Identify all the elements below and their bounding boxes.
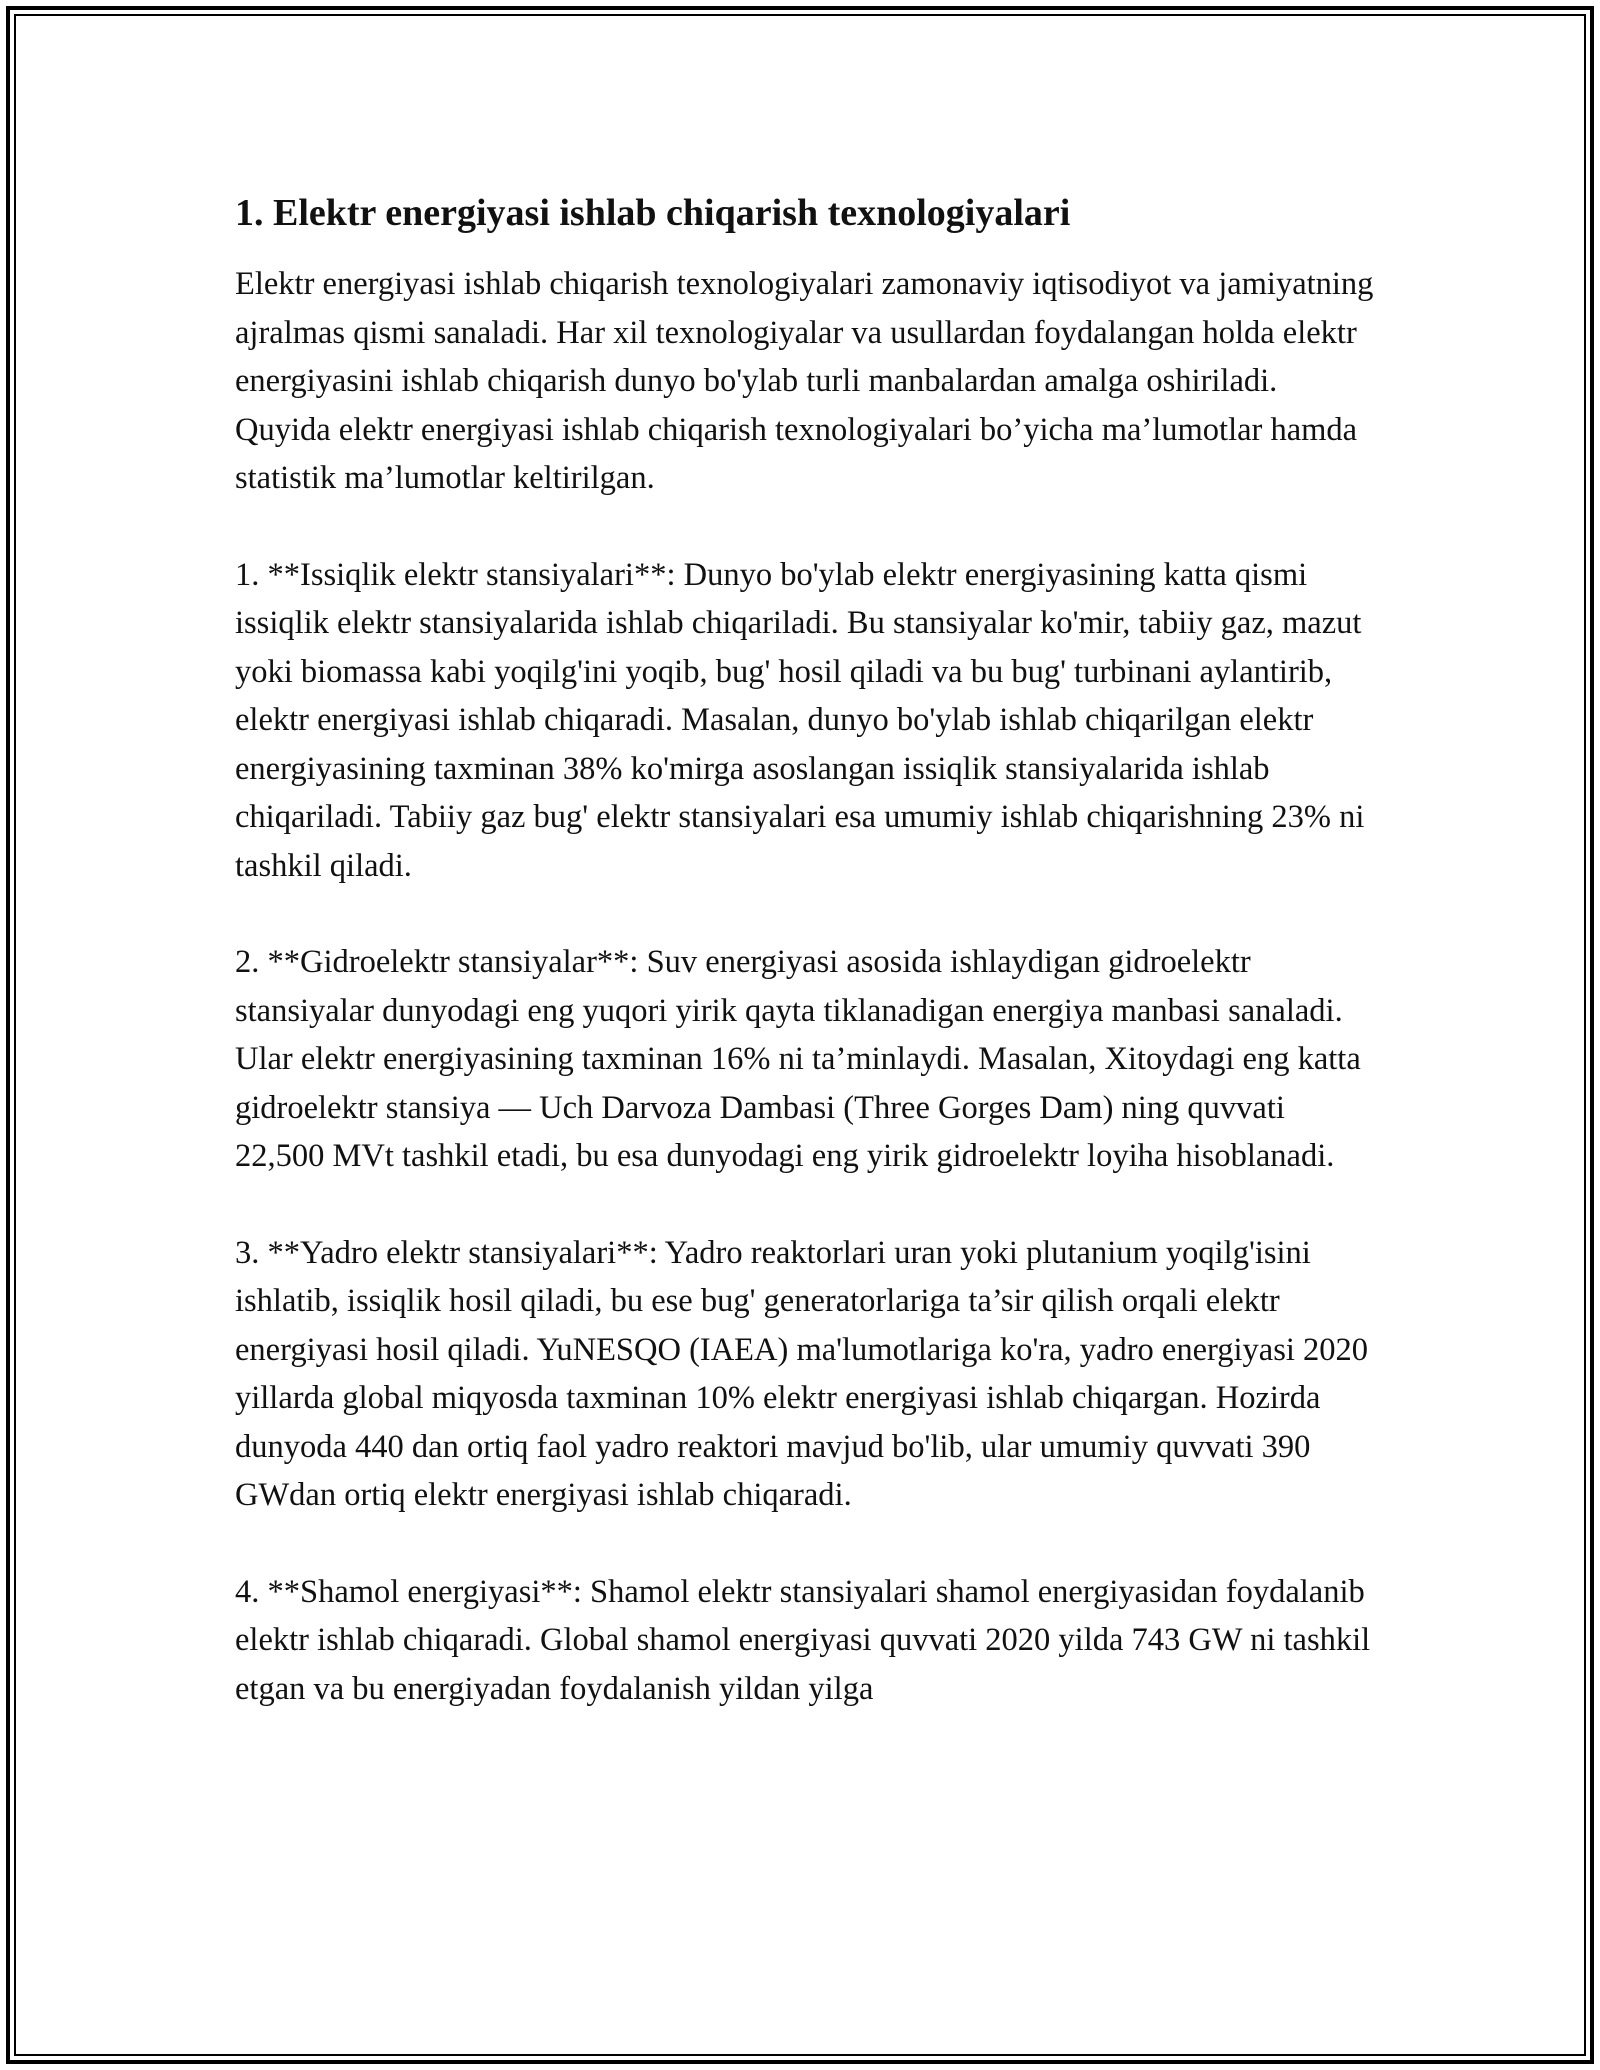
paragraph-nuclear-power-plants: 3. **Yadro elektr stansiyalari**: Yadro reaktorlari uran yoki plutanium yoqilg'isini ishlatib, issiqlik hosil qiladi, bu ese bug' generatorlariga ta’sir qilish orqali elektr energiyasi hosil qiladi. YuNESQO (IAEA) ma'lumotlariga ko'ra, yadro energiyasi 2020 yillarda global miqyosda taxminan 10% elektr energiyasi ishlab chiqargan. Hozirda dunyoda 440 dan ortiq faol yadro reaktori mavjud bo'lib, ular umumiy quvvati 390 GWdan ortiq elektr energiyasi ishlab chiqaradi. bbox=[235, 1234, 1369, 1513]
paragraph-hydroelectric-plants: 2. **Gidroelektr stansiyalar**: Suv energiyasi asosida ishlaydigan gidroelektr stansiyalar dunyodagi eng yuqori yirik qayta tiklanadigan energiya manbasi sanaladi. Ular elektr energiyasining taxminan 16% ni ta’minlaydi. Masalan, Xitoydagi eng katta gidroelektr stansiya — Uch Darvoza Dambasi (Three Gorges Dam) ning quvvati 22,500 MVt tashkil etadi, bu esa dunyodagi eng yirik gidroelektr loyiha hisoblanadi. bbox=[235, 944, 1361, 1174]
document-body bbox=[235, 188, 1375, 1761]
paragraph-wind-energy: 4. **Shamol energiyasi**: Shamol elektr stansiyalari shamol energiyasidan foydalanib elektr ishlab chiqaradi. Global shamol energiyasi quvvati 2020 yilda 743 GW ni tashkil etgan va bu energiyadan foydalanish yildan yilga bbox=[235, 1573, 1371, 1707]
intro-paragraph: Elektr energiyasi ishlab chiqarish texnologiyalari zamonaviy iqtisodiyot va jamiyatning ajralmas qismi sanaladi. Har xil texnologiyalar va usullardan foydalangan holda elektr energiyasini ishlab chiqarish dunyo bo'ylab turli manbalardan amalga oshiriladi. Quyida elektr energiyasi ishlab chiqarish texnologiyalari bo’yicha ma’lumotlar hamda statistik ma’lumotlar keltirilgan. bbox=[235, 266, 1374, 496]
paragraph-thermal-power-plants: 1. **Issiqlik elektr stansiyalari**: Dunyo bo'ylab elektr energiyasining katta qismi issiqlik elektr stansiyalarida ishlab chiqariladi. Bu stansiyalar ko'mir, tabiiy gaz, mazut yoki biomassa kabi yoqilg'ini yoqib, bug' hosil qiladi va bu bug' turbinani aylantirib, elektr energiyasi ishlab chiqaradi. Masalan, dunyo bo'ylab ishlab chiqarilgan elektr energiyasining taxminan 38% ko'mirga asoslangan issiqlik stansiyalarida ishlab chiqariladi. Tabiiy gaz bug' elektr stansiyalari esa umumiy ishlab chiqarishning 23% ni tashkil qiladi. bbox=[235, 556, 1365, 884]
document-title: 1. Elektr energiyasi ishlab chiqarish texnologiyalari bbox=[235, 192, 1071, 234]
